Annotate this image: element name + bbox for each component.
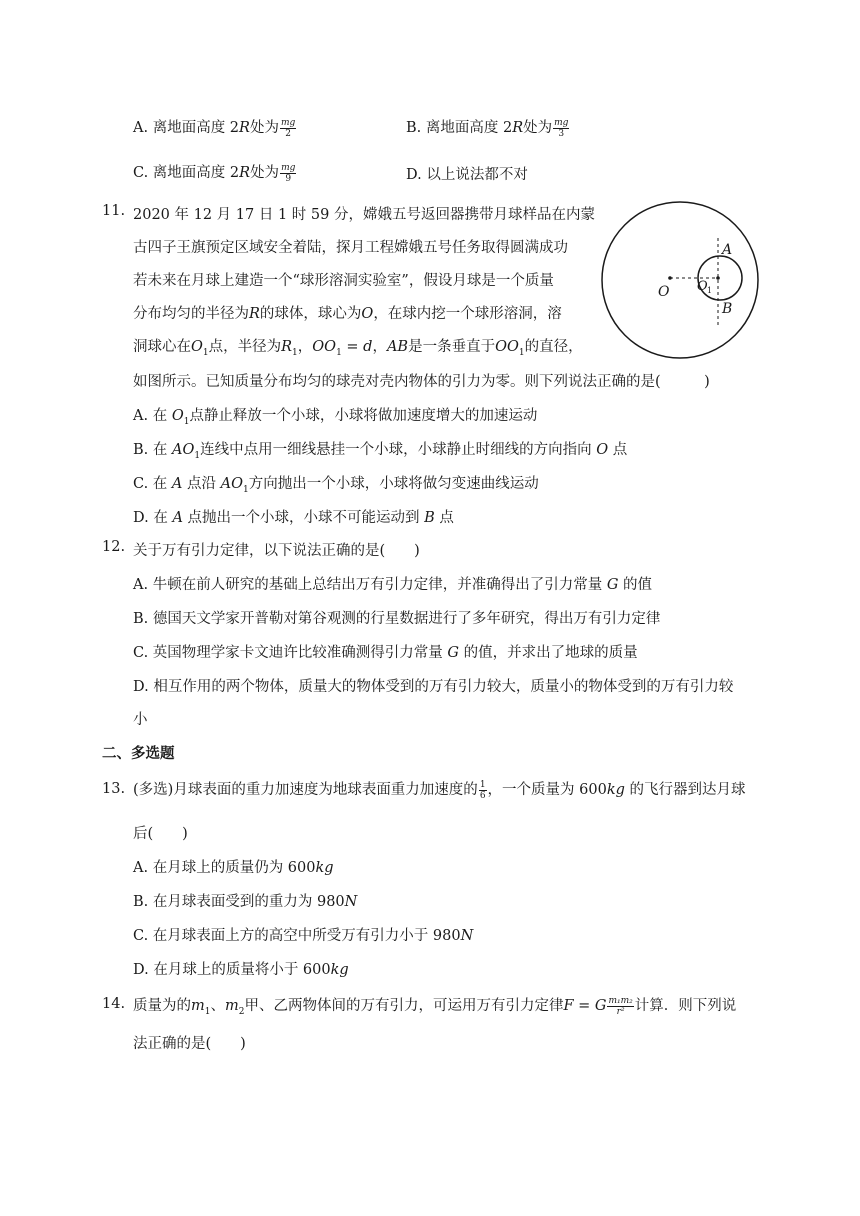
text: 在月球表面受到的重力为 980 xyxy=(152,894,345,910)
option-label: B. xyxy=(133,442,149,458)
q11-line xyxy=(133,302,562,323)
option-text: 以上说法都不对 xyxy=(426,167,528,183)
text: 点沿 xyxy=(187,476,216,492)
option-var: R xyxy=(512,120,524,136)
fraction-num: mg xyxy=(281,162,296,173)
q11-option-b xyxy=(133,438,627,461)
subscript: 2 xyxy=(238,1006,245,1017)
q13-option-c xyxy=(133,924,473,945)
text: 的飞行器到达月球 xyxy=(624,782,746,798)
var: = d xyxy=(341,339,373,355)
text: 英国物理学家卡文迪许比较准确测得引力常量 xyxy=(152,645,443,661)
text: 点 xyxy=(439,510,454,526)
subscript: 1 xyxy=(518,347,525,358)
text: 牛顿在前人研究的基础上总结出万有引力定律，并准确得出了引力常量 xyxy=(152,577,603,593)
q10-option-b xyxy=(406,116,570,139)
q11-line: 若未来在月球上建造一个“球形溶洞实验室”，假设月球是一个质量 xyxy=(133,273,554,289)
text: 是一条垂直于 xyxy=(408,339,496,355)
unit: kg xyxy=(330,962,349,978)
q13-stem-cont: 后( ) xyxy=(133,826,188,842)
question-number: 11. xyxy=(102,203,126,219)
q12-option-b xyxy=(133,607,660,628)
question-number: 14. xyxy=(102,996,126,1012)
var: O xyxy=(596,442,609,458)
text: 在月球表面上方的高空中所受万有引力小于 980 xyxy=(152,928,461,944)
fraction-num: mg xyxy=(280,117,296,128)
fraction-den: 9 xyxy=(285,173,292,184)
option-var: R xyxy=(239,165,251,181)
text: 在月球上的质量仍为 600 xyxy=(152,860,316,876)
text: 在 xyxy=(152,476,168,492)
var: O xyxy=(171,408,184,424)
text: 点，半径为 xyxy=(208,339,282,355)
text: 的直径， xyxy=(524,339,583,355)
q11-option-d xyxy=(133,506,454,527)
q14-stem-cont: 法正确的是( ) xyxy=(133,1036,246,1052)
q12-option-a xyxy=(133,573,652,594)
var: AO xyxy=(171,442,195,458)
unit: kg xyxy=(315,860,334,876)
unit: kg xyxy=(606,782,625,798)
text: (多选)月球表面的重力加速度为地球表面重力加速度的 xyxy=(133,782,478,798)
q11-figure xyxy=(598,198,762,362)
text: 点抛出一个小球，小球不可能运动到 xyxy=(187,510,420,526)
q12-option-d xyxy=(133,675,733,696)
q11-option-c xyxy=(133,472,539,495)
fraction xyxy=(280,118,296,139)
text: 连线中点用一细线悬挂一个小球，小球静止时细线的方向指向 xyxy=(200,442,592,458)
question-number: 12. xyxy=(102,539,126,555)
q14-stem xyxy=(133,994,736,1017)
q10-option-a xyxy=(133,116,297,139)
text: 计算．则下列说 xyxy=(634,998,737,1014)
option-label: C. xyxy=(133,476,149,492)
text: 点 xyxy=(612,442,628,458)
text: 的球体，球心为 xyxy=(259,306,362,322)
var: OO xyxy=(495,339,519,355)
text: 在 xyxy=(152,408,168,424)
q13-option-b xyxy=(133,890,357,911)
label-b: B xyxy=(722,301,733,317)
var: B xyxy=(424,510,435,526)
option-label: B. xyxy=(133,894,149,910)
fraction-den: 6 xyxy=(479,790,486,801)
q13-stem xyxy=(133,778,746,801)
text: 在 xyxy=(153,510,168,526)
q12-option-d-cont: 小 xyxy=(133,712,148,728)
fraction xyxy=(607,996,633,1017)
subscript: 1 xyxy=(242,484,249,495)
subscript: 1 xyxy=(204,1006,211,1017)
option-label: B. xyxy=(133,611,149,627)
fraction-num: 1 xyxy=(479,779,486,790)
question-number: 13. xyxy=(102,781,126,797)
text: 分布均匀的半径为 xyxy=(133,306,249,322)
unit: N xyxy=(344,894,358,910)
option-label: D. xyxy=(133,962,149,978)
subscript: 1 xyxy=(336,347,342,358)
q11-line: 2020 年 12 月 17 日 1 时 59 分，嫦娥五号返回器携带月球样品在内蒙 xyxy=(133,207,595,223)
text: 在 xyxy=(152,442,168,458)
moon-circle xyxy=(602,202,758,358)
option-text: 离地面高度 2 xyxy=(425,120,513,136)
option-text: 离地面高度 2 xyxy=(152,165,240,181)
label-o1-sub: 1 xyxy=(707,286,713,295)
subscript: 1 xyxy=(183,416,190,427)
fraction-den: 2 xyxy=(285,128,291,139)
var: O xyxy=(191,339,203,355)
label-o1: O xyxy=(697,279,708,294)
option-var: R xyxy=(239,120,250,136)
q13-option-d xyxy=(133,958,349,979)
label-a: A xyxy=(722,242,733,258)
option-label: D. xyxy=(133,510,149,526)
text: ，一个质量为 600 xyxy=(487,782,607,798)
text: 质量为的 xyxy=(133,998,191,1014)
var: G xyxy=(606,577,619,593)
text: 的值 xyxy=(623,577,653,593)
section-title: 二、多选题 xyxy=(102,745,175,762)
option-label: C. xyxy=(133,165,149,181)
text: ， xyxy=(297,339,313,355)
fraction-den: 3 xyxy=(558,128,565,139)
fraction-num: mg xyxy=(554,117,569,128)
var: R xyxy=(249,306,260,322)
option-label: A. xyxy=(133,860,149,876)
option-label: C. xyxy=(133,928,149,944)
var: m xyxy=(191,998,205,1014)
label-o: O xyxy=(658,284,670,300)
var: A xyxy=(171,476,183,492)
option-text: 离地面高度 2 xyxy=(152,120,240,136)
text: 方向抛出一个小球，小球将做匀变速曲线运动 xyxy=(248,476,539,492)
unit: N xyxy=(460,928,474,944)
subscript: 1 xyxy=(194,450,201,461)
q10-option-c xyxy=(133,161,297,184)
center-o-dot xyxy=(668,276,672,280)
var: AO xyxy=(220,476,243,492)
center-o1-dot xyxy=(716,276,720,280)
text: 德国天文学家开普勒对第谷观测的行星数据进行了多年研究，得出万有引力定律 xyxy=(152,611,661,627)
var: m xyxy=(224,998,239,1014)
fraction xyxy=(280,163,296,184)
subscript: 1 xyxy=(202,347,209,358)
formula: F = G xyxy=(563,998,607,1014)
var: OO xyxy=(312,339,337,355)
text: 点静止释放一个小球，小球将做加速度增大的加速运动 xyxy=(189,408,538,424)
var: A xyxy=(172,510,183,526)
q12-stem: 关于万有引力定律，以下说法正确的是( ) xyxy=(133,543,420,559)
q11-option-a xyxy=(133,404,537,427)
text: 、 xyxy=(210,998,225,1014)
text: 甲、乙两物体间的万有引力，可运用万有引力定律 xyxy=(244,998,564,1014)
q11-line: 古四子王旗预定区域安全着陆，探月工程嫦娥五号任务取得圆满成功 xyxy=(133,240,568,256)
option-label: B. xyxy=(406,120,422,136)
fraction xyxy=(553,118,569,139)
subscript: 1 xyxy=(292,347,298,358)
fraction-num: m₁m₂ xyxy=(608,995,633,1006)
var: O xyxy=(361,306,374,322)
var: G xyxy=(447,645,459,661)
text: ，在球内挖一个球形溶洞，溶 xyxy=(373,306,562,322)
option-suffix: 处为 xyxy=(523,120,553,136)
q11-line xyxy=(133,335,583,358)
option-suffix: 处为 xyxy=(249,120,279,136)
fraction-den: r² xyxy=(616,1006,625,1017)
q13-option-a xyxy=(133,856,334,877)
option-suffix: 处为 xyxy=(250,165,280,181)
text: 在月球上的质量将小于 600 xyxy=(153,962,331,978)
text: 洞球心在 xyxy=(133,339,191,355)
var: AB xyxy=(386,339,409,355)
option-label: A. xyxy=(133,408,149,424)
option-label: D. xyxy=(406,167,422,183)
q11-line: 如图所示。已知质量分布均匀的球壳对壳内物体的引力为零。则下列说法正确的是( ) xyxy=(133,374,710,390)
q10-option-d xyxy=(406,163,528,184)
text: 的值，并求出了地球的质量 xyxy=(463,645,638,661)
option-label: C. xyxy=(133,645,149,661)
option-label: A. xyxy=(133,120,149,136)
option-label: D. xyxy=(133,679,149,695)
option-label: A. xyxy=(133,577,149,593)
fraction xyxy=(479,780,487,801)
text: ， xyxy=(372,339,387,355)
q12-option-c xyxy=(133,641,638,662)
var: R xyxy=(281,339,293,355)
text: 相互作用的两个物体，质量大的物体受到的万有引力较大，质量小的物体受到的万有引力较 xyxy=(153,679,734,695)
